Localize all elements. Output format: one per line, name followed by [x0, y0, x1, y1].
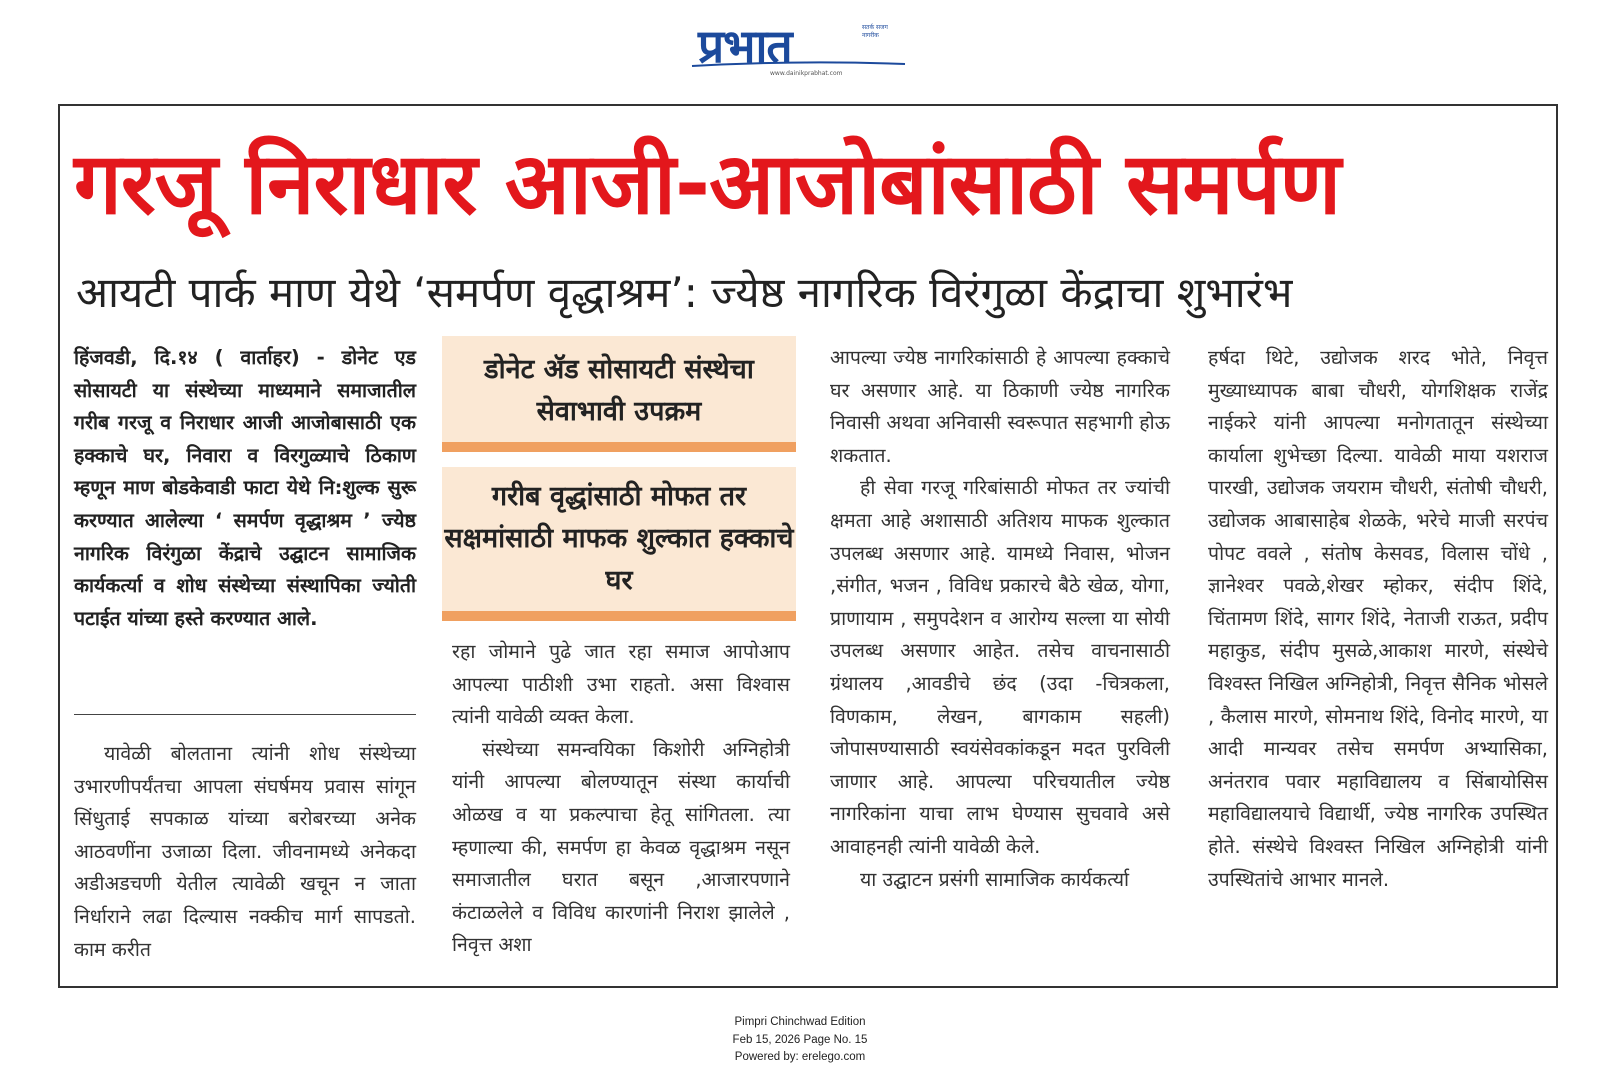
article-column-2 [452, 636, 790, 962]
logo-tagline: सतर्क सजग नागरीक [862, 24, 888, 39]
article-clipping [58, 104, 1558, 988]
highlight-box-2: गरीब वृद्धांसाठी मोफत तर सक्षमांसाठी माफक शुल्कात हक्काचे घर [442, 467, 796, 621]
article-subheadline: आयटी पार्क माण येथे ‘समर्पण वृद्धाश्रम’: ज्येष्ठ नागरिक विरंगुळा केंद्राचा शुभारंभ [76, 268, 1293, 317]
logo-site: www.dainikprabhat.com [770, 70, 843, 77]
footer-powered-by: Powered by: erelego.com [734, 1051, 866, 1063]
article-column-3 [830, 342, 1170, 896]
column-3-paragraph-1: आपल्या ज्येष्ठ नागरिकांसाठी हे आपल्या हक्काचे घर असणार आहे. या ठिकाणी ज्येष्ठ नागरिक निवासी अथवा अनिवासी स्वरूपात सहभागी होऊ शकतात. [830, 346, 1170, 467]
column-2-paragraph-2: संस्थेच्या समन्वयिका किशोरी अग्निहोत्री यांनी आपल्या बोलण्यातून संस्था कार्याची ओळख व या प्रकल्पाचा हेतू सांगितला. त्या म्हणाल्या की, समर्पण हा केवळ वृद्धाश्रम नसून समाजातील घरात बसून ,आजारपणाने कंटाळलेले व विविध कारणांनी निराश झालेले , निवृत्त अशा [452, 737, 790, 957]
page-footer [650, 1014, 950, 1067]
masthead-logo [690, 18, 920, 80]
lead-divider [74, 714, 416, 715]
article-lead [74, 342, 416, 635]
footer-edition: Pimpri Chinchwad Edition [734, 1016, 866, 1028]
article-column-4 [1208, 342, 1548, 896]
column-3-paragraph-3: या उद्घाटन प्रसंगी सामाजिक कार्यकर्त्या [860, 867, 1130, 891]
article-column-1 [74, 738, 416, 966]
column-3-paragraph-2: ही सेवा गरजू गरिबांसाठी मोफत तर ज्यांची क्षमता आहे अशासाठी अतिशय माफक शुल्कात उपलब्ध असणार आहे. यामध्ये निवास, भोजन ,संगीत, भजन , विविध प्रकारचे बैठे खेळ, योगा, प्राणायाम , समुपदेशन व आरोग्य सल्ला या सोयी उपलब्ध असणार आहेत. तसेच वाचनासाठी ग्रंथालय ,आवडीचे छंद (उदा -चित्रकला, विणकाम, लेखन, बागकाम सहली) जोपासण्यासाठी स्वयंसेवकांकडून मदत पुरविली जाणार आहे. आपल्या परिचयातील ज्येष्ठ नागरिकांना याचा लाभ घेण्यास सुचवावे असे आवाहनही त्यांनी यावेळी केले. [830, 476, 1170, 858]
lead-paragraph: हिंजवडी, दि.१४ ( वार्ताहर) - डोनेट एड सोसायटी या संस्थेच्या माध्यमाने समाजातील गरीब गरजू व निराधार आजी आजोबासाठी एक हक्काचे घर, निवारा व विरगुळ्याचे ठिकाण म्हणून माण बोडकेवाडी फाटा येथे नि:शुल्क सुरू करण्यात आलेल्या ‘ समर्पण वृद्धाश्रम ’ ज्येष्ठ नागरिक विरंगुळा केंद्राचे उद्घाटन सामाजिक कार्यकर्त्या व शोध संस्थेच्या संस्थापिका ज्योती पटाईत यांच्या हस्ते करण्यात आले. [74, 346, 416, 630]
column-1-paragraph: यावेळी बोलताना त्यांनी शोध संस्थेच्या उभारणीपर्यंतचा आपला संघर्षमय प्रवास सांगून सिंधुताई सपकाळ यांच्या बरोबरच्या अनेक आठवणींना उजाळा दिला. जीवनामध्ये अनेकदा अडीअडचणी येतील त्यावेळी खचून न जाता निर्धाराने लढा दिल्यास नक्कीच मार्ग सापडतो. काम करीत [74, 742, 416, 961]
logo-text: प्रभात [698, 19, 792, 73]
footer-date-page: Feb 15, 2026 Page No. 15 [732, 1033, 868, 1046]
highlight-box-1: डोनेट ॲड सोसायटी संस्थेचा सेवाभावी उपक्रम [442, 336, 796, 452]
article-headline: गरजू निराधार आजी-आजोबांसाठी समर्पण [74, 135, 1341, 234]
column-2-paragraph-1: रहा जोमाने पुढे जात रहा समाज आपोआप आपल्या पाठीशी उभा राहतो. असा विश्वास त्यांनी यावेळी व्यक्त केला. [452, 640, 790, 729]
column-4-paragraph: हर्षदा थिटे, उद्योजक शरद भोते, निवृत्त मुख्याध्यापक बाबा चौधरी, योगशिक्षक राजेंद्र नाईकरे यांनी आपल्या मनोगतातून संस्थेच्या कार्याला शुभेच्छा दिल्या. यावेळी माया यशराज पारखी, उद्योजक जयराम चौधरी, संतोषी चौधरी, उद्योजक आबासाहेब शेळके, भरेचे माजी सरपंच पोपट ववले , संतोष केसवड, विलास चोंधे , ज्ञानेश्वर पवळे,शेखर म्होकर, संदीप शिंदे, चिंतामण शिंदे, सागर शिंदे, नेताजी राऊत, प्रदीप महाकुड, संदीप मुसळे,आकाश मारणे, संस्थेचे विश्वस्त निखिल अग्निहोत्री, निवृत्त सैनिक भोसले , कैलास मारणे, सोमनाथ शिंदे, विनोद मारणे, या आदी मान्यवर तसेच समर्पण अभ्यासिका, अनंतराव पवार महाविद्यालय व सिंबायोसिस महाविद्यालयाचे विद्यार्थी, ज्येष्ठ नागरिक उपस्थित होते. संस्थेचे विश्वस्त निखिल अग्निहोत्री यांनी उपस्थितांचे आभार मानले. [1208, 346, 1548, 891]
